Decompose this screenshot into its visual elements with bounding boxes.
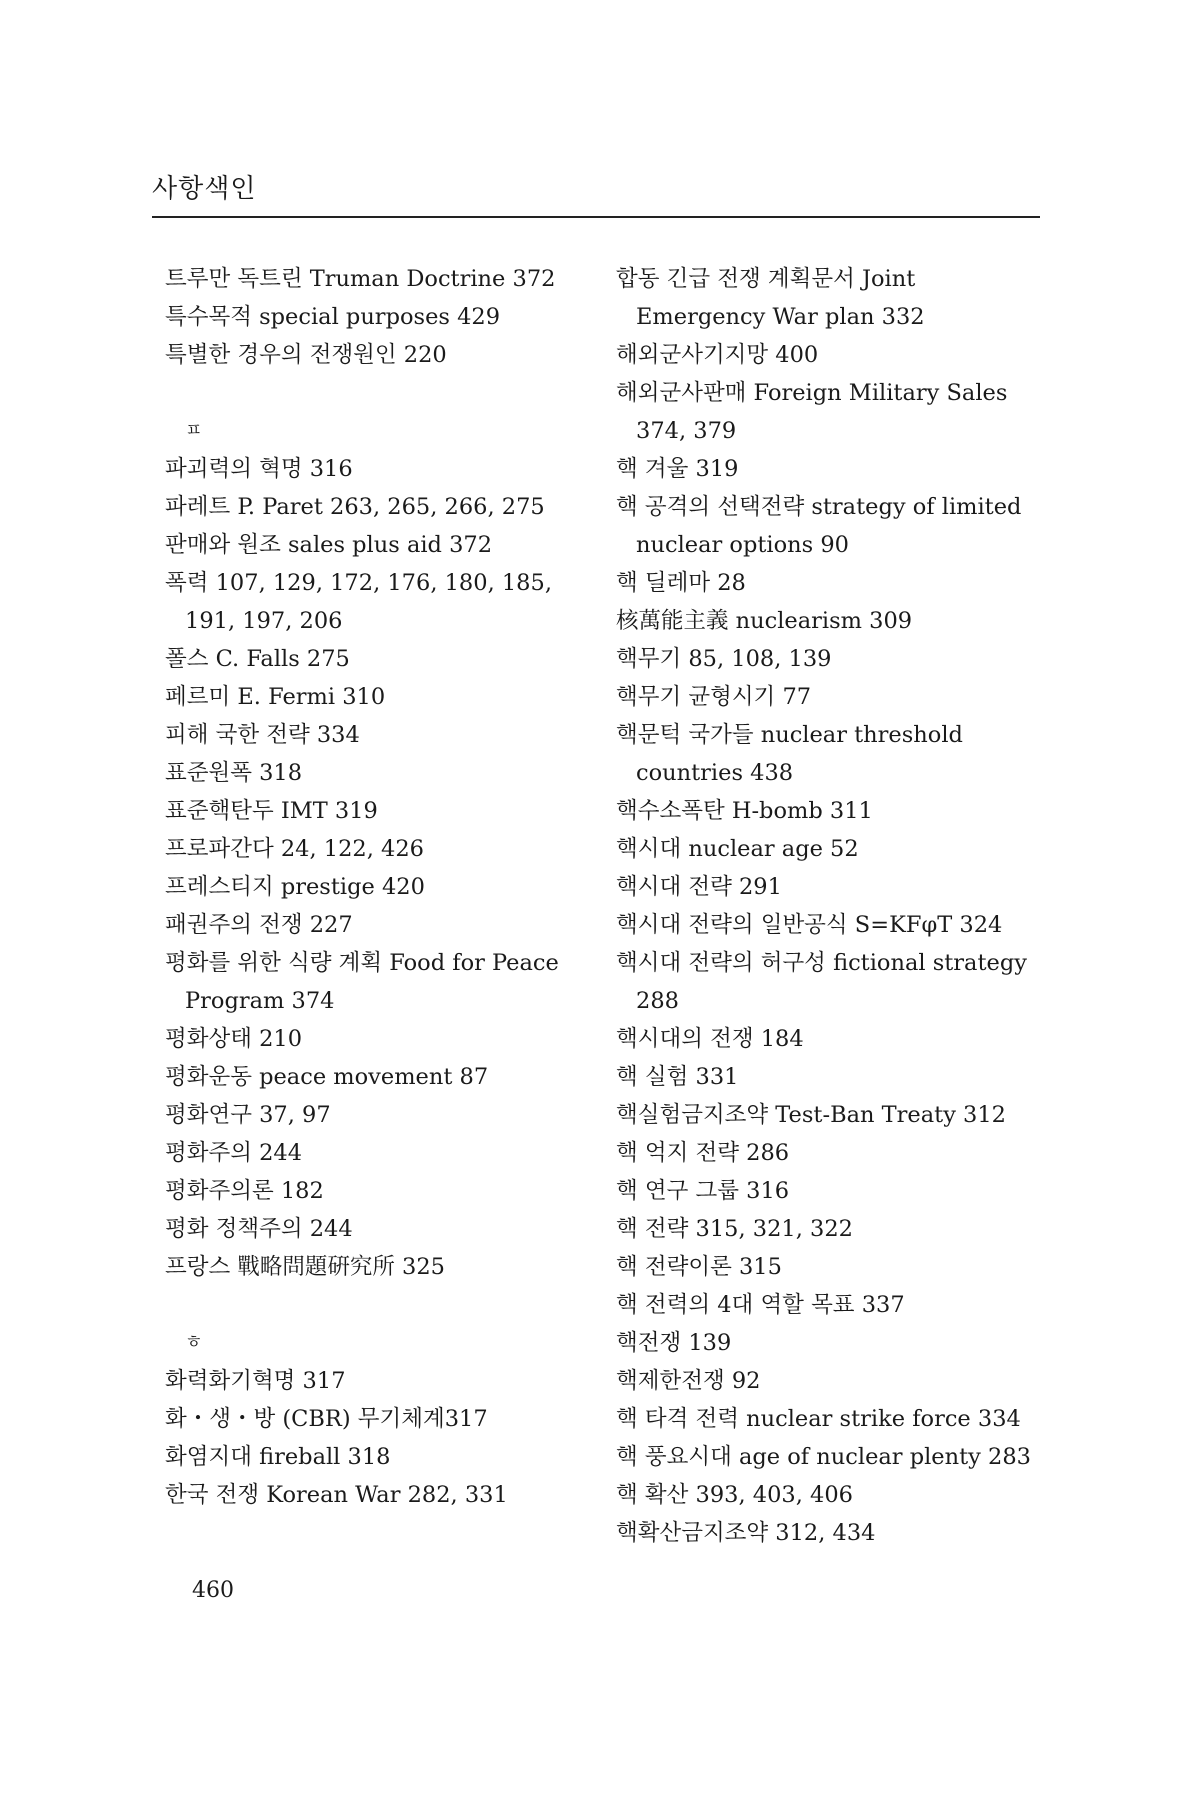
index-entry: 핵시대의 전쟁 184 [616,1026,804,1052]
page-number: 460 [192,1578,234,1603]
index-entry: 핵 타격 전력 nuclear strike force 334 [616,1406,1021,1432]
index-entry: 핵 실험 331 [616,1064,739,1090]
index-entry: 프로파간다 24, 122, 426 [165,836,424,862]
index-entry: 核萬能主義 nuclearism 309 [616,608,913,634]
index-entry: 해외군사기지망 400 [616,342,819,368]
index-entry: 핵시대 nuclear age 52 [616,836,859,862]
index-column-left [165,260,585,1514]
index-entry: 평화주의론 182 [165,1178,324,1204]
index-entry: 표준원폭 318 [165,760,303,786]
index-entry: 핵 전략 315, 321, 322 [616,1216,853,1242]
section-heading: ㅎ [185,1332,203,1353]
index-entry: 핵 전력의 4대 역할 목표 337 [616,1292,905,1318]
section-gap [165,1286,585,1324]
section-heading: ㅍ [185,420,203,441]
index-entry: 프레스티지 prestige 420 [165,874,425,900]
index-entry: 핵실험금지조약 Test-Ban Treaty 312 [616,1102,1006,1128]
index-entry: 합동 긴급 전쟁 계획문서 Joint Emergency War plan 332 [616,266,925,330]
index-entry: 핵문턱 국가들 nuclear threshold countries 438 [616,722,963,786]
index-entry: 핵확산금지조약 312, 434 [616,1520,876,1546]
index-entry: 핵제한전쟁 92 [616,1368,761,1394]
index-entry: 평화연구 37, 97 [165,1102,331,1128]
index-entry: 핵 풍요시대 age of nuclear plenty 283 [616,1444,1031,1470]
index-entry: 폭력 107, 129, 172, 176, 180, 185, 191, 197, 206 [165,570,552,634]
index-entry: 평화 정책주의 244 [165,1216,353,1242]
index-entry: 핵시대 전략의 허구성 fictional strategy 288 [616,950,1027,1014]
index-entry: 페르미 E. Fermi 310 [165,684,386,710]
index-entry: 특별한 경우의 전쟁원인 220 [165,342,447,368]
index-entry: 화력화기혁명 317 [165,1368,346,1394]
index-entry: 표준핵탄두 IMT 319 [165,798,378,824]
index-entry: 판매와 원조 sales plus aid 372 [165,532,493,558]
index-entry: 핵 전략이론 315 [616,1254,782,1280]
index-entry: 핵 공격의 선택전략 strategy of limited nuclear options 90 [616,494,1022,558]
index-entry: 핵무기 균형시기 77 [616,684,812,710]
index-entry: 파괴력의 혁명 316 [165,456,353,482]
page-header: 사항색인 [152,174,257,204]
index-entry: 평화를 위한 식량 계획 Food for Peace Program 374 [165,950,559,1014]
index-entry: 화・생・방 (CBR) 무기체계317 [165,1406,488,1432]
index-entry: 핵시대 전략의 일반공식 S=KFφT 324 [616,912,1003,938]
index-entry: 평화상태 210 [165,1026,303,1052]
section-gap [165,374,585,412]
index-entry: 평화주의 244 [165,1140,303,1166]
index-entry: 핵전쟁 139 [616,1330,732,1356]
index-entry: 폴스 C. Falls 275 [165,646,350,672]
index-entry: 핵 딜레마 28 [616,570,746,596]
index-entry: 특수목적 special purposes 429 [165,304,501,330]
index-entry: 패권주의 전쟁 227 [165,912,353,938]
index-entry: 트루만 독트린 Truman Doctrine 372 [165,266,556,292]
index-entry: 피해 국한 전략 334 [165,722,360,748]
index-entry: 핵 겨울 319 [616,456,739,482]
index-entry: 프랑스 戰略問題硏究所 325 [165,1254,445,1280]
index-entry: 핵 억지 전략 286 [616,1140,790,1166]
index-entry: 핵수소폭탄 H-bomb 311 [616,798,873,824]
index-entry: 핵 연구 그룹 316 [616,1178,790,1204]
index-entry: 핵 확산 393, 403, 406 [616,1482,853,1508]
index-entry: 화염지대 fireball 318 [165,1444,391,1470]
index-entry: 핵무기 85, 108, 139 [616,646,832,672]
index-entry: 파레트 P. Paret 263, 265, 266, 275 [165,494,545,520]
index-entry: 핵시대 전략 291 [616,874,782,900]
index-entry: 평화운동 peace movement 87 [165,1064,489,1090]
index-entry: 해외군사판매 Foreign Military Sales 374, 379 [616,380,1008,444]
header-rule [152,216,1040,218]
index-entry: 한국 전쟁 Korean War 282, 331 [165,1482,508,1508]
index-column-right [616,260,1048,1552]
